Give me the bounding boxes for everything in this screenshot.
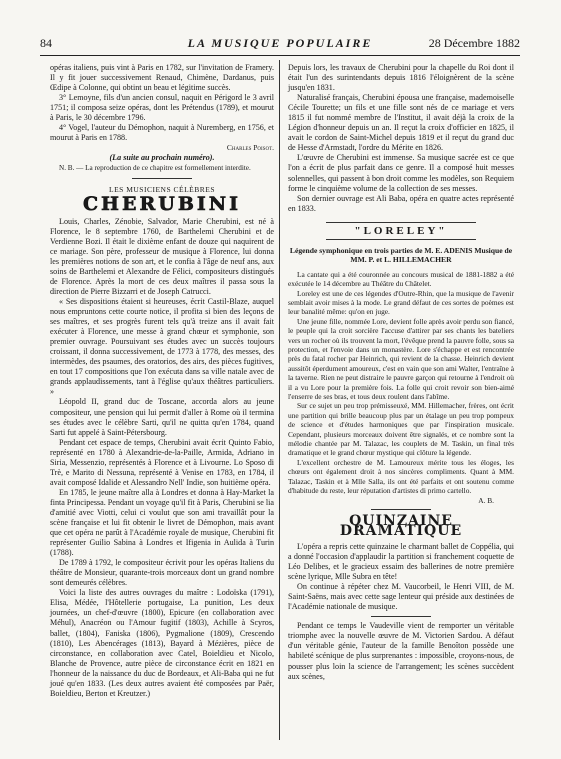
article-paragraph: Louis, Charles, Zénobie, Salvador, Marie Cherubini, est né à Florence, le 8 septembre 1760, de Barthelemi Cherubini et de Verdienne Bozi. Il était le dixième enfant de douze qui naquirent de ce mariage. Son père, professeur de musique à Florence, lui donna les premières notions de son art, et le confia à l'âge de neuf ans, aux soins de Barthelemi et Alexandre de Félici, compositeurs distingués de Florence. Après la mort de ces deux maîtres il passa sous la direction de Pierre Bizzarri et de Joseph Catrucci. (50, 216, 274, 296)
divider (132, 178, 192, 179)
right-column (288, 63, 514, 682)
section-heading: LES MUSICIENS CÉLÈBRES (108, 184, 215, 194)
intro-paragraph: 4° Vogel, l'auteur du Démophon, naquit à Nuremberg, en 1756, et mourut à Paris en 1788. (50, 123, 274, 143)
journal-title: LA MUSIQUE POPULAIRE (187, 36, 373, 50)
left-column (50, 63, 274, 699)
quinzaine-paragraph: Pendant ce temps le Vaudeville vient de remporter un véritable triomphe avec la nouvelle œuvre de M. Victorien Sardou. A défaut d'un véritable génie, l'auteur de la famille Benoîton possède une habileté scénique de plus surprenantes : impossible, croyons-nous, de pousser plus loin la science de l'arrangement; les scènes succèdent aux scènes, (288, 621, 514, 681)
review-signature: A. B. (478, 495, 494, 505)
author-signature: Charles Poisot. (226, 143, 274, 153)
article-paragraph: Pendant cet espace de temps, Cherubini avait écrit Quinto Fabio, représenté en 1780 à Alexandrie-de-la-Paille, Armida, Adriano in Siria, Messenzio, représentés à Florence et à Livourne. Lo Sposo di Trè, e Marito di Nessuna, représenté à Venise en 1783, en 1784, il avait composé Idalide et Alessandro Nell' Indie, son huitième opéra. (50, 437, 274, 487)
column-divider (279, 60, 280, 740)
article-paragraph: De 1789 à 1792, le compositeur écrivit pour les opéras Italiens du théâtre de Monsieur, quarante-trois morceaux dont un grand nombre sont demeurés célèbres. (50, 558, 274, 588)
article-title: CHERUBINI (82, 192, 242, 215)
article-paragraph: En 1785, le jeune maître alla à Londres et donna à Hay-Market la finta Principessa. Pendant un voyage qu'il fit à Paris, Cherubini se lia d'amitié avec Viotti, celui ci voulut que son ami travaillât pour la scène française et lui fit obtenir le livret de Démophon, mais avant que cet opéra ne parût à l'Académie royale de musique, Cherubini fit représenter Guilio Sabina à Londres et Ifigenia in Aulida à Turin (1788). (50, 487, 274, 558)
review-paragraph: L'excellent orchestre de M. Lamoureux mérite tous les éloges, les chœurs ont également droit à nos sincères compliments. Quant à MM. Talazac, Taskin et à Mlle Salla, ils ont été parfaits et ont soutenu comme d'habitude du reste, leur réputation d'artistes di primo cartello. (288, 457, 514, 496)
article-paragraph: L'œuvre de Cherubini est immense. Sa musique sacrée est ce que l'on a écrit de plus parfait dans ce genre. Il a composé huit messes solennelles, qui passent à bon droit comme les modèles, son Requiem forme le cinquième volume de la collection de ses messes. (288, 153, 514, 193)
article-paragraph: Léopold II, grand duc de Toscane, accorda alors au jeune compositeur, une pension qui lui permit d'aller à Rome où il termina ses études avec le célèbre Sarti, qu'il ne quitta qu'en 1784, quand Sarti fut appelé à Saint-Pétersbourg. (50, 397, 274, 437)
quinzaine-paragraph: L'opéra a repris cette quinzaine le charmant ballet de Coppélia, qui a donné l'occasion d'applaudir la partition si franchement coquette de Léo Delibes, et le gracieux essaim des ballerines de notre première scène lyrique, Mlle Subra en tête! (288, 542, 514, 582)
review-paragraph: Une jeune fille, nommée Lore, devient folle après avoir perdu son fiancé, le peuple qui la croit sorcière l'accuse d'attirer par ses chants les bateliers vers un rocher où ils trouvent la mort, l'évêque prend la pauvre folle, sous sa protection, et l'envoie dans un monastère. Lore s'échappe et est rencontrée près du fatal rocher par Heinrich, qui revient de la chasse. Heinrich devient aussitôt éperdument amoureux, c'est en vain que son ami Walter, l'entraîne à la taverne. Rien ne peut distraire le pauvre garçon qui retourne à l'endroit où il a vu Lore pour la première fois. La folle qui croit revoir son bien-aimé l'enserre de ses bras, et tous deux roulent dans l'abîme. (288, 316, 514, 402)
review-paragraph: La cantate qui a été couronnée au concours musical de 1881-1882 a été exécutée le 14 décembre au Théâtre du Châtelet. (288, 269, 514, 289)
quinzaine-paragraph: On continue à répéter chez M. Vaucorbeil, le Henri VIII, de M. Saint-Saëns, mais avec cette sage lenteur qui préside aux destinées de l'Académie nationale de musique. (288, 582, 514, 612)
divider (371, 509, 431, 510)
reproduction-note: N. B. — La reproduction de ce chapitre est formellement interdite. (59, 164, 251, 173)
article-paragraph: Voici la liste des autres ouvrages du maître : Lodoïska (1791), Elisa, Médée, l'Hôtellerie portugaise, La punition, Les deux journées, un chef-d'œuvre (1800), Epicure (en collaboration avec Méhul), Anacréon ou l'Amour fugitif (1803), Achille à Scyros, ballet, (1804), Faniska (1806), Pygmalione (1809), Crescendo (1810), Les Abencérages (1813), Bayard à Mézières, pièce de circonstance, en collaboration avec Catel, Boieldieu et Nicolo, Blanche de Provence, autre pièce de circonstance écrit en 1821 en l'honneur de la naissance du duc de Bordeaux, et Ali-Baba qui ne fut joué qu'en 1833. (Les deux autres avaient été composées par Paër, Boieldieu, Berton et Kreutzer.) (50, 588, 274, 698)
page-number: 84 (40, 36, 52, 50)
page-header (40, 36, 520, 52)
loreley-subtitle: Légende symphonique en trois parties de M. E. ADENIS Musique de MM. P. et L. HILLEMACHER (289, 245, 513, 265)
header-rule (40, 55, 520, 56)
review-paragraph: Sur ce sujet un peu trop prémisseuxé, MM. Hillemacher, frères, ont écrit une partition qui brille beaucoup plus par un étalage un peu trop pompeux de science et d'études harmoniques que par l'inspiration musicale. Cependant, plusieurs morceaux doivent être signalés, et ce nombre sont la mélodie chantée par M. Talazac, les couplets de M. Taskin, un final très dramatique et le grand chœur mystique qui clôture la légende. (288, 401, 514, 458)
review-paragraph: Loreley est une de ces légendes d'Outre-Rhin, que la musique de l'avenir semblait avoir mises à la mode. Le grand défaut de ces sortes de poèmes est leur banalité même: qu'on en juge. (288, 288, 514, 317)
issue-date: 28 Décembre 1882 (428, 36, 520, 50)
continued-note: (La suite au prochain numéro). (109, 153, 215, 163)
article-paragraph: Naturalisé français, Cherubini épousa une française, mademoiselle Cécile Tourette; un fils et une fille sont nés de ce mariage et vers 1815 il fut nommé membre de l'Institut, il avait déjà la croix de la Légion d'honneur depuis un an. Il reçut la croix d'officier en 1825, il avait le cordon de Saint-Michel depuis 1819 et il reçut du grand duc de Hesse d'Armstadt, l'ordre du Mérite en 1826. (288, 93, 514, 153)
article-paragraph: « Ses dispositions étaient si heureuses, écrit Castil-Blaze, auquel nous empruntons cette courte notice, il profita si bien des leçons de ses maîtres, et ses progrès furent tels qu'à treize ans il avait fait exécuter à Florence, une messe à grand chœur et symphonie, son premier ouvrage. Poursuivant ses études avec un succès toujours croissant, il donna successivement, de 1773 à 1778, des messes, des intermèdes, des psaumes, des oratorios, des airs, des pièces fugitives, en tout 17 compositions que l'on exécuta dans sa ville natale avec de grands applaudissements, tant à l'église qu'aux théâtres particuliers. » (50, 296, 274, 397)
intro-paragraph: 3° Lemoyne, fils d'un ancien consul, naquit en Périgord le 3 avril 1751; il composa seize opéras, dont les Prétendus (1789), et mourut à Paris, le 30 décembre 1796. (50, 93, 274, 123)
divider (371, 616, 431, 617)
intro-paragraph: opéras italiens, puis vint à Paris en 1782, sur l'invitation de Framery. Il y fit jouer successivement Renaud, Chimène, Dardanus, puis Œdipe à Colonne, qui obtint un beau et légitime succès. (50, 63, 274, 93)
loreley-title: "LORELEY" (326, 222, 476, 240)
article-paragraph: Depuis lors, les travaux de Cherubini pour la chapelle du Roi dont il était l'un des surintendants depuis 1816 l'éloignèrent de la scène jusqu'en 1831. (288, 63, 514, 93)
quinzaine-title: QUINZAINE DRAMATIQUE (339, 512, 463, 539)
article-paragraph: Son dernier ouvrage est Ali Baba, opéra en quatre actes représenté en 1833. (288, 193, 514, 213)
